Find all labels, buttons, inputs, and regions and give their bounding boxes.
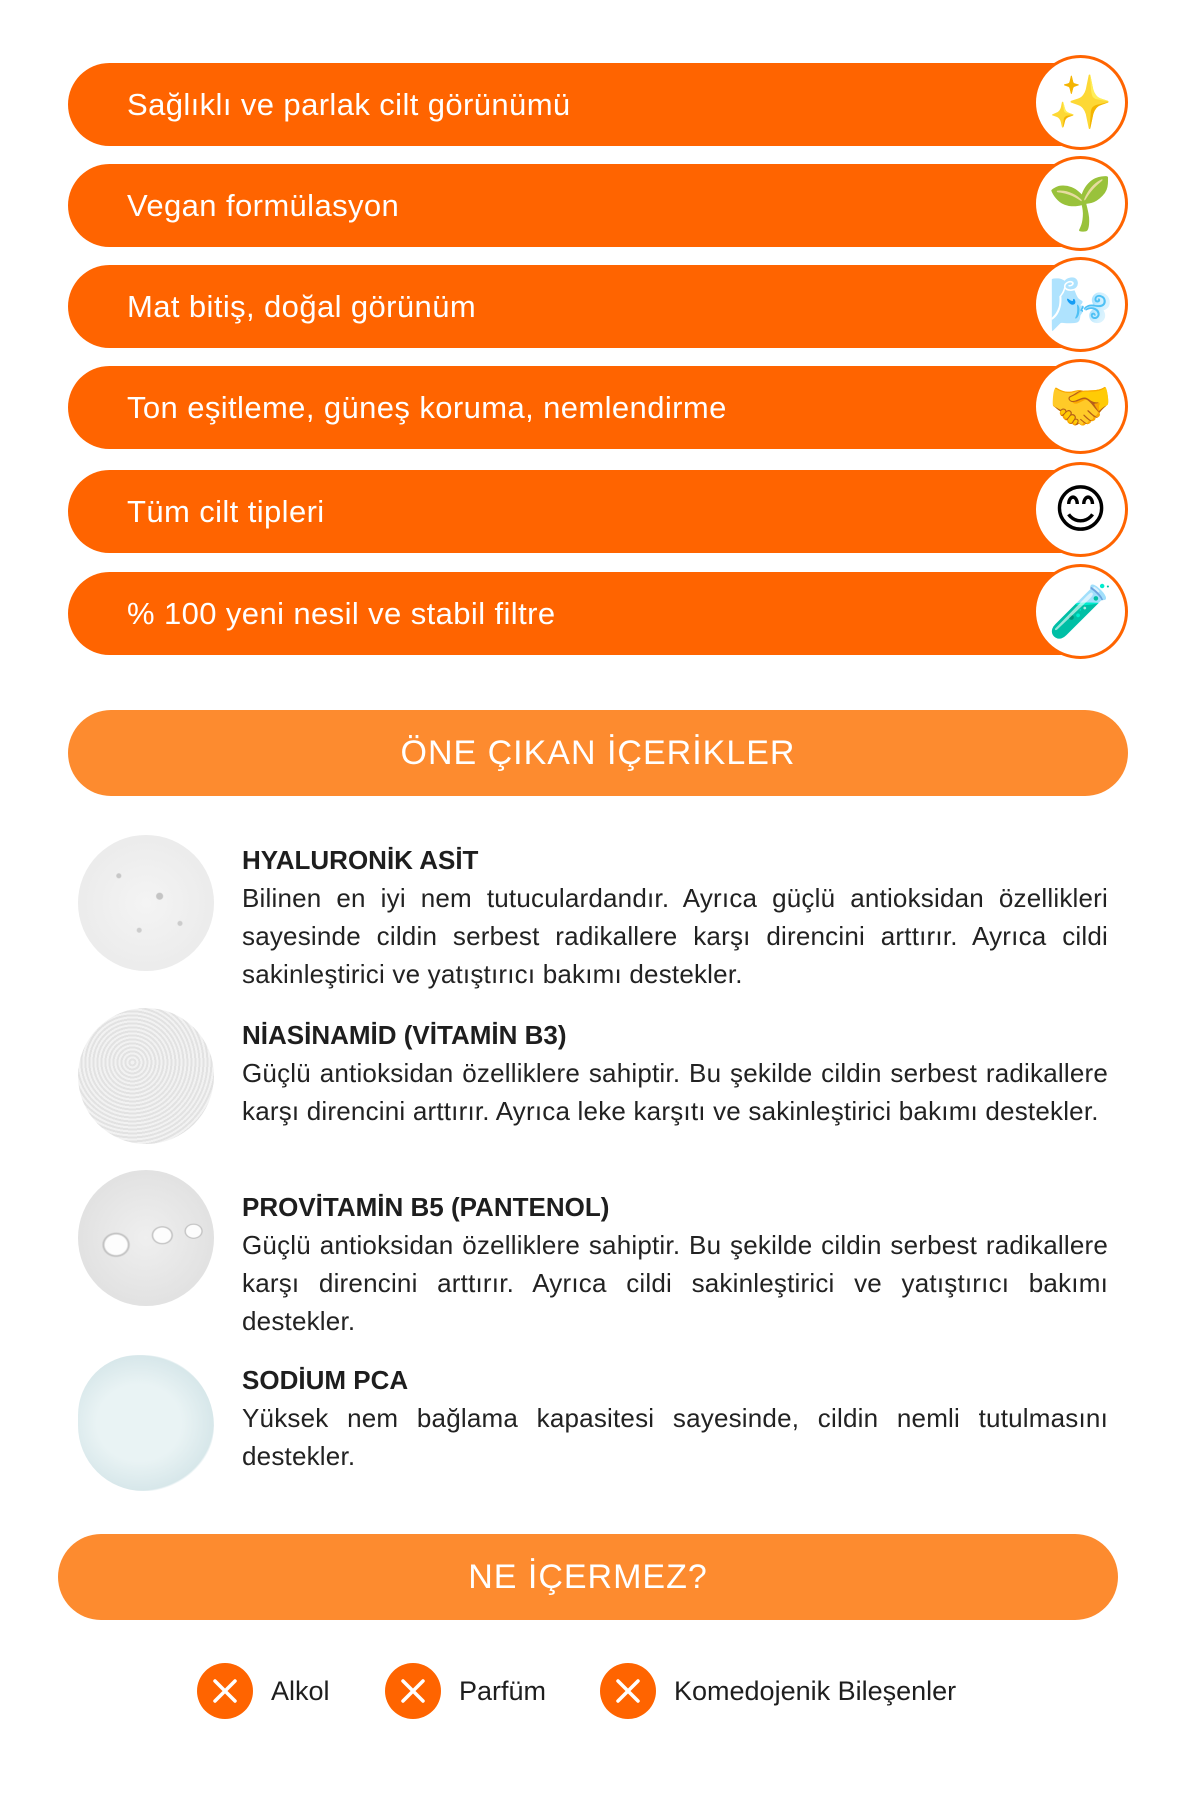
sparkles-icon: ✨ [1033, 55, 1128, 150]
free-from-label: Komedojenik Bileşenler [674, 1675, 957, 1706]
ingredient-title: SODİUM PCA [242, 1365, 409, 1395]
benefit-label: Vegan formülasyon [127, 187, 400, 223]
ingredient-title: PROVİTAMİN B5 (PANTENOL) [242, 1192, 610, 1222]
benefit-pill [68, 63, 1080, 146]
x-circle-icon [600, 1663, 656, 1719]
ingredient-description: Bilinen en iyi nem tutuculardandır. Ayrıca güçlü antioksidan özellikleri sayesinde cildin serbest radikallere karşı direncini arttırır. Ayrıca cildi sakinleştirici ve yatıştırıcı bakımı destekler. [242, 883, 1108, 989]
niacinamide-image [78, 1008, 214, 1144]
free-from-label: Parfüm [459, 1675, 547, 1706]
benefit-label: Mat bitiş, doğal görünüm [127, 288, 477, 324]
benefit-pill [68, 366, 1080, 449]
sodium-pca-image [78, 1355, 214, 1491]
wind-face-icon: 🌬️ [1033, 257, 1128, 352]
panthenol-image [78, 1170, 214, 1306]
benefit-pill [68, 572, 1080, 655]
free-from-label: Alkol [271, 1675, 330, 1706]
benefit-label: Ton eşitleme, güneş koruma, nemlendirme [127, 389, 727, 425]
x-circle-icon [385, 1663, 441, 1719]
ingredient-description: Güçlü antioksidan özelliklere sahiptir. Bu şekilde cildin serbest radikallere karşı direncini arttırır. Ayrıca cildi sakinleştirici ve yatıştırıcı bakımı destekler. [242, 1230, 1108, 1336]
free-from-item [600, 1662, 956, 1720]
smiling-face-icon: 😊 [1033, 462, 1128, 557]
free-from-item [197, 1662, 330, 1720]
free-from-header: NE İÇERMEZ? [58, 1534, 1118, 1620]
benefit-pill [68, 164, 1080, 247]
ingredient-description: Güçlü antioksidan özelliklere sahiptir. Bu şekilde cildin serbest radikallere karşı direncini arttırır. Ayrıca leke karşıtı ve sakinleştirici bakımı destekler. [242, 1058, 1108, 1126]
ingredient-title: NİASİNAMİD (VİTAMİN B3) [242, 1020, 567, 1050]
benefit-label: Tüm cilt tipleri [127, 493, 325, 529]
benefit-label: % 100 yeni nesil ve stabil filtre [127, 595, 556, 631]
handshake-icon: 🤝 [1033, 359, 1128, 454]
ingredient-title: HYALURONİK ASİT [242, 845, 479, 875]
test-tube-icon: 🧪 [1033, 564, 1128, 659]
benefit-pill [68, 470, 1080, 553]
featured-ingredients-header: ÖNE ÇIKAN İÇERİKLER [68, 710, 1128, 796]
seedling-icon: 🌱 [1033, 156, 1128, 251]
free-from-list [0, 1662, 1200, 1720]
x-circle-icon [197, 1663, 253, 1719]
ingredient-description: Yüksek nem bağlama kapasitesi sayesinde, cildin nemli tutulmasını destekler. [242, 1403, 1108, 1471]
benefit-pill [68, 265, 1080, 348]
benefit-label: Sağlıklı ve parlak cilt görünümü [127, 86, 571, 122]
free-from-item [385, 1662, 546, 1720]
hyaluronic-acid-image [78, 835, 214, 971]
